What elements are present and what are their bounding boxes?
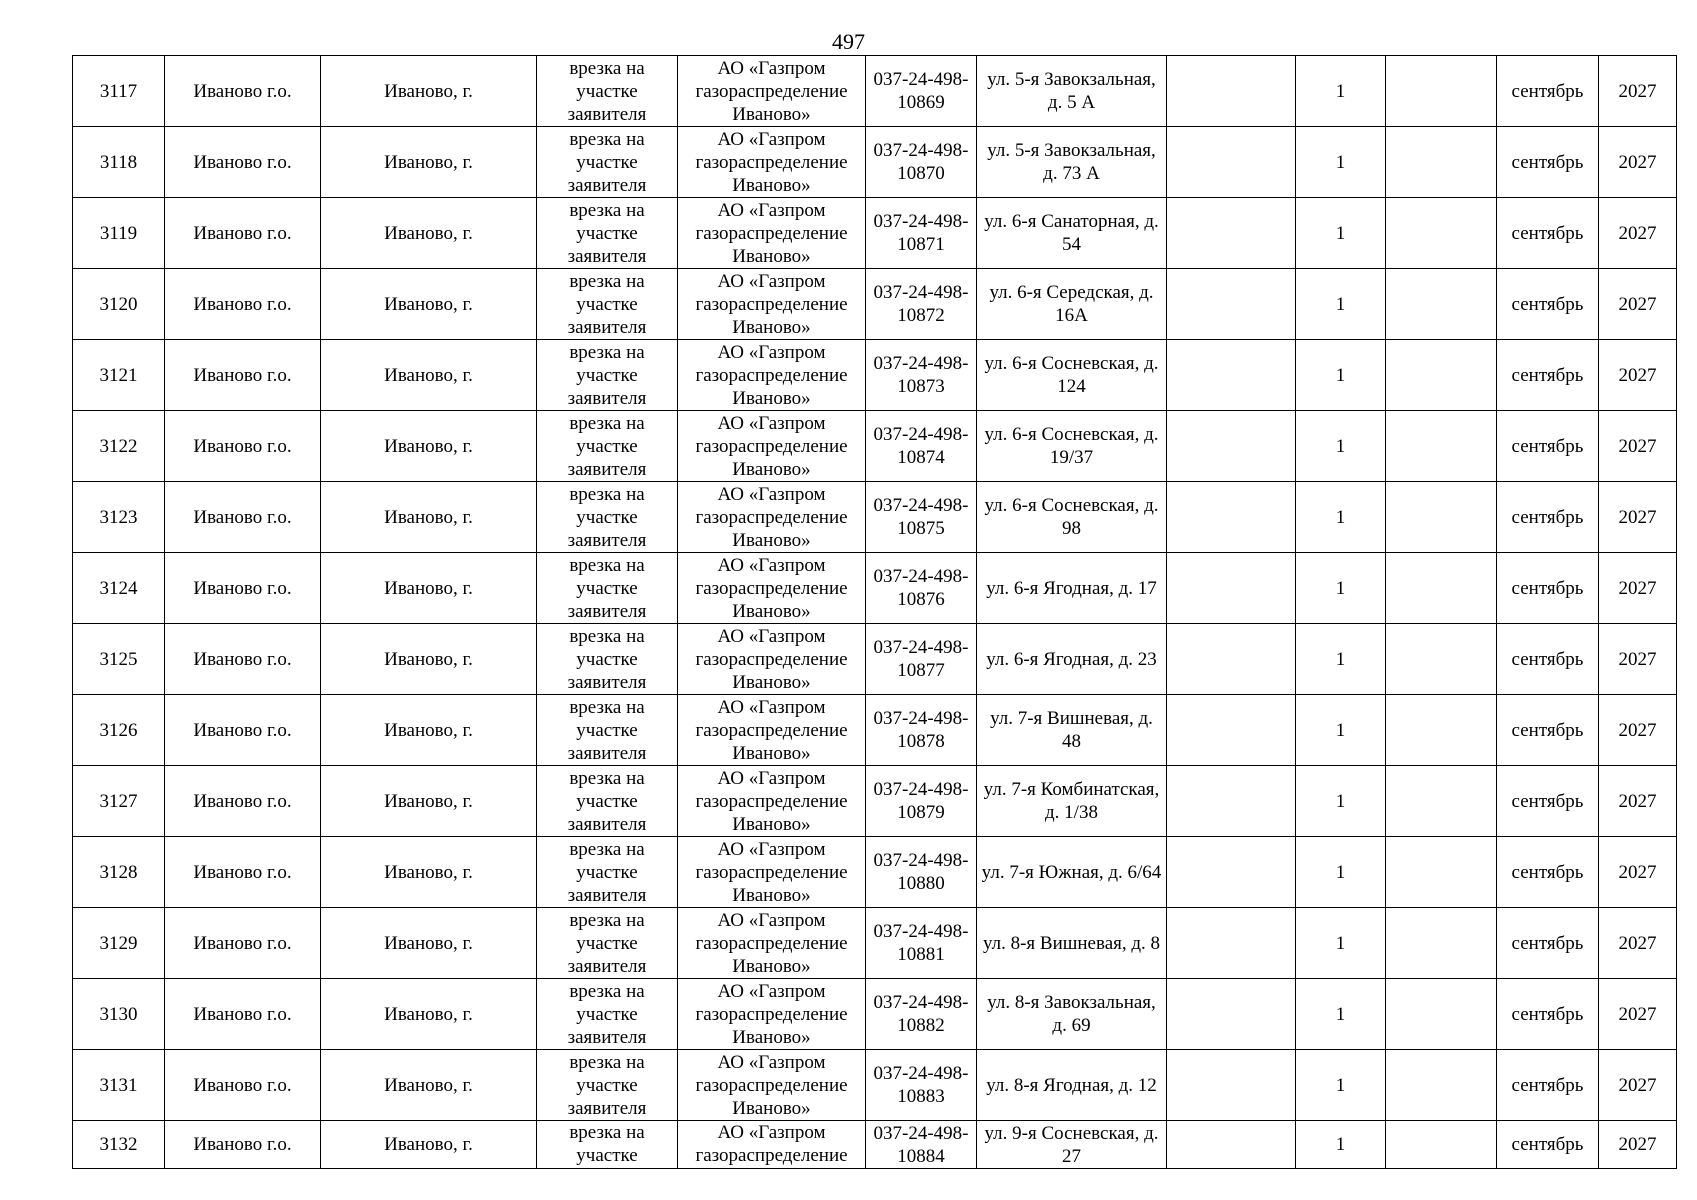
table-row (73, 837, 1677, 908)
empty-cell (1386, 1050, 1497, 1121)
row-number-cell: 3132 (73, 1121, 165, 1169)
year-cell: 2027 (1599, 482, 1677, 553)
district-cell: Иваново г.о. (165, 269, 321, 340)
empty-cell (1386, 908, 1497, 979)
address-cell: ул. 6-я Середская, д. 16А (977, 269, 1167, 340)
connection-method-cell: врезка на участке заявителя (537, 979, 678, 1050)
quantity-cell: 1 (1296, 1121, 1386, 1169)
connection-method-cell: врезка на участке (537, 1121, 678, 1169)
empty-cell (1167, 1121, 1296, 1169)
address-cell: ул. 7-я Вишневая, д. 48 (977, 695, 1167, 766)
district-cell: Иваново г.о. (165, 482, 321, 553)
empty-cell (1167, 979, 1296, 1050)
organization-cell: АО «Газпром газораспределение Иваново» (678, 411, 866, 482)
district-cell: Иваново г.о. (165, 695, 321, 766)
address-cell: ул. 6-я Ягодная, д. 17 (977, 553, 1167, 624)
empty-cell (1167, 837, 1296, 908)
month-cell: сентябрь (1497, 340, 1599, 411)
year-cell: 2027 (1599, 553, 1677, 624)
empty-cell (1167, 127, 1296, 198)
address-cell: ул. 6-я Сосневская, д. 98 (977, 482, 1167, 553)
locality-cell: Иваново, г. (321, 198, 537, 269)
connection-method-cell: врезка на участке заявителя (537, 837, 678, 908)
organization-cell: АО «Газпром газораспределение Иваново» (678, 56, 866, 127)
registration-code-cell: 037-24-498-10879 (866, 766, 977, 837)
empty-cell (1386, 198, 1497, 269)
row-number-cell: 3117 (73, 56, 165, 127)
year-cell: 2027 (1599, 1050, 1677, 1121)
locality-cell: Иваново, г. (321, 411, 537, 482)
quantity-cell: 1 (1296, 198, 1386, 269)
row-number-cell: 3120 (73, 269, 165, 340)
organization-cell: АО «Газпром газораспределение Иваново» (678, 624, 866, 695)
row-number-cell: 3119 (73, 198, 165, 269)
organization-cell: АО «Газпром газораспределение Иваново» (678, 695, 866, 766)
empty-cell (1386, 56, 1497, 127)
organization-cell: АО «Газпром газораспределение Иваново» (678, 198, 866, 269)
month-cell: сентябрь (1497, 766, 1599, 837)
quantity-cell: 1 (1296, 695, 1386, 766)
year-cell: 2027 (1599, 908, 1677, 979)
connection-method-cell: врезка на участке заявителя (537, 56, 678, 127)
registration-code-cell: 037-24-498-10876 (866, 553, 977, 624)
address-cell: ул. 6-я Санаторная, д. 54 (977, 198, 1167, 269)
connection-method-cell: врезка на участке заявителя (537, 908, 678, 979)
locality-cell: Иваново, г. (321, 56, 537, 127)
row-number-cell: 3129 (73, 908, 165, 979)
table-row (73, 56, 1677, 127)
locality-cell: Иваново, г. (321, 553, 537, 624)
connection-method-cell: врезка на участке заявителя (537, 340, 678, 411)
connection-method-cell: врезка на участке заявителя (537, 411, 678, 482)
table-row (73, 1121, 1677, 1169)
month-cell: сентябрь (1497, 198, 1599, 269)
district-cell: Иваново г.о. (165, 553, 321, 624)
month-cell: сентябрь (1497, 979, 1599, 1050)
district-cell: Иваново г.о. (165, 1121, 321, 1169)
row-number-cell: 3124 (73, 553, 165, 624)
connection-method-cell: врезка на участке заявителя (537, 482, 678, 553)
organization-cell: АО «Газпром газораспределение Иваново» (678, 908, 866, 979)
address-cell: ул. 5-я Завокзальная, д. 5 А (977, 56, 1167, 127)
year-cell: 2027 (1599, 979, 1677, 1050)
empty-cell (1167, 1050, 1296, 1121)
row-number-cell: 3118 (73, 127, 165, 198)
locality-cell: Иваново, г. (321, 482, 537, 553)
registration-code-cell: 037-24-498-10871 (866, 198, 977, 269)
registration-code-cell: 037-24-498-10882 (866, 979, 977, 1050)
locality-cell: Иваново, г. (321, 837, 537, 908)
organization-cell: АО «Газпром газораспределение Иваново» (678, 269, 866, 340)
month-cell: сентябрь (1497, 908, 1599, 979)
empty-cell (1167, 269, 1296, 340)
locality-cell: Иваново, г. (321, 624, 537, 695)
year-cell: 2027 (1599, 269, 1677, 340)
district-cell: Иваново г.о. (165, 908, 321, 979)
row-number-cell: 3130 (73, 979, 165, 1050)
address-cell: ул. 8-я Ягодная, д. 12 (977, 1050, 1167, 1121)
table-row (73, 127, 1677, 198)
locality-cell: Иваново, г. (321, 269, 537, 340)
row-number-cell: 3127 (73, 766, 165, 837)
organization-cell: АО «Газпром газораспределение Иваново» (678, 979, 866, 1050)
month-cell: сентябрь (1497, 269, 1599, 340)
organization-cell: АО «Газпром газораспределение (678, 1121, 866, 1169)
address-cell: ул. 5-я Завокзальная, д. 73 А (977, 127, 1167, 198)
quantity-cell: 1 (1296, 127, 1386, 198)
empty-cell (1386, 411, 1497, 482)
quantity-cell: 1 (1296, 553, 1386, 624)
locality-cell: Иваново, г. (321, 695, 537, 766)
empty-cell (1386, 340, 1497, 411)
organization-cell: АО «Газпром газораспределение Иваново» (678, 340, 866, 411)
connection-method-cell: врезка на участке заявителя (537, 553, 678, 624)
year-cell: 2027 (1599, 1121, 1677, 1169)
locality-cell: Иваново, г. (321, 908, 537, 979)
empty-cell (1167, 553, 1296, 624)
table-row (73, 979, 1677, 1050)
empty-cell (1167, 766, 1296, 837)
organization-cell: АО «Газпром газораспределение Иваново» (678, 482, 866, 553)
year-cell: 2027 (1599, 624, 1677, 695)
registration-code-cell: 037-24-498-10870 (866, 127, 977, 198)
year-cell: 2027 (1599, 56, 1677, 127)
row-number-cell: 3125 (73, 624, 165, 695)
registration-code-cell: 037-24-498-10883 (866, 1050, 977, 1121)
registry-table (72, 55, 1677, 1169)
quantity-cell: 1 (1296, 340, 1386, 411)
month-cell: сентябрь (1497, 1050, 1599, 1121)
organization-cell: АО «Газпром газораспределение Иваново» (678, 1050, 866, 1121)
registration-code-cell: 037-24-498-10874 (866, 411, 977, 482)
locality-cell: Иваново, г. (321, 1050, 537, 1121)
month-cell: сентябрь (1497, 56, 1599, 127)
organization-cell: АО «Газпром газораспределение Иваново» (678, 127, 866, 198)
organization-cell: АО «Газпром газораспределение Иваново» (678, 837, 866, 908)
address-cell: ул. 6-я Ягодная, д. 23 (977, 624, 1167, 695)
quantity-cell: 1 (1296, 1050, 1386, 1121)
row-number-cell: 3123 (73, 482, 165, 553)
connection-method-cell: врезка на участке заявителя (537, 695, 678, 766)
registration-code-cell: 037-24-498-10869 (866, 56, 977, 127)
connection-method-cell: врезка на участке заявителя (537, 624, 678, 695)
row-number-cell: 3121 (73, 340, 165, 411)
table-row (73, 553, 1677, 624)
row-number-cell: 3131 (73, 1050, 165, 1121)
month-cell: сентябрь (1497, 127, 1599, 198)
empty-cell (1386, 979, 1497, 1050)
address-cell: ул. 8-я Вишневая, д. 8 (977, 908, 1167, 979)
registration-code-cell: 037-24-498-10884 (866, 1121, 977, 1169)
district-cell: Иваново г.о. (165, 411, 321, 482)
empty-cell (1167, 482, 1296, 553)
row-number-cell: 3126 (73, 695, 165, 766)
district-cell: Иваново г.о. (165, 340, 321, 411)
registration-code-cell: 037-24-498-10881 (866, 908, 977, 979)
table-row (73, 624, 1677, 695)
empty-cell (1386, 624, 1497, 695)
locality-cell: Иваново, г. (321, 340, 537, 411)
district-cell: Иваново г.о. (165, 56, 321, 127)
connection-method-cell: врезка на участке заявителя (537, 269, 678, 340)
table-row (73, 411, 1677, 482)
year-cell: 2027 (1599, 837, 1677, 908)
quantity-cell: 1 (1296, 979, 1386, 1050)
empty-cell (1386, 269, 1497, 340)
month-cell: сентябрь (1497, 553, 1599, 624)
organization-cell: АО «Газпром газораспределение Иваново» (678, 553, 866, 624)
registration-code-cell: 037-24-498-10872 (866, 269, 977, 340)
row-number-cell: 3128 (73, 837, 165, 908)
empty-cell (1386, 766, 1497, 837)
table-row (73, 766, 1677, 837)
year-cell: 2027 (1599, 695, 1677, 766)
month-cell: сентябрь (1497, 411, 1599, 482)
quantity-cell: 1 (1296, 837, 1386, 908)
district-cell: Иваново г.о. (165, 1050, 321, 1121)
quantity-cell: 1 (1296, 411, 1386, 482)
district-cell: Иваново г.о. (165, 624, 321, 695)
quantity-cell: 1 (1296, 482, 1386, 553)
empty-cell (1386, 837, 1497, 908)
district-cell: Иваново г.о. (165, 979, 321, 1050)
empty-cell (1167, 340, 1296, 411)
year-cell: 2027 (1599, 411, 1677, 482)
connection-method-cell: врезка на участке заявителя (537, 127, 678, 198)
empty-cell (1167, 908, 1296, 979)
registration-code-cell: 037-24-498-10878 (866, 695, 977, 766)
empty-cell (1167, 56, 1296, 127)
month-cell: сентябрь (1497, 1121, 1599, 1169)
registration-code-cell: 037-24-498-10875 (866, 482, 977, 553)
year-cell: 2027 (1599, 340, 1677, 411)
table-row (73, 908, 1677, 979)
address-cell: ул. 9-я Сосневская, д. 27 (977, 1121, 1167, 1169)
address-cell: ул. 6-я Сосневская, д. 19/37 (977, 411, 1167, 482)
quantity-cell: 1 (1296, 624, 1386, 695)
district-cell: Иваново г.о. (165, 198, 321, 269)
address-cell: ул. 7-я Комбинатская, д. 1/38 (977, 766, 1167, 837)
address-cell: ул. 7-я Южная, д. 6/64 (977, 837, 1167, 908)
quantity-cell: 1 (1296, 766, 1386, 837)
year-cell: 2027 (1599, 127, 1677, 198)
month-cell: сентябрь (1497, 837, 1599, 908)
district-cell: Иваново г.о. (165, 766, 321, 837)
organization-cell: АО «Газпром газораспределение Иваново» (678, 766, 866, 837)
empty-cell (1386, 482, 1497, 553)
locality-cell: Иваново, г. (321, 766, 537, 837)
table-row (73, 695, 1677, 766)
connection-method-cell: врезка на участке заявителя (537, 1050, 678, 1121)
registration-code-cell: 037-24-498-10873 (866, 340, 977, 411)
table-body (73, 56, 1677, 1169)
table-row (73, 1050, 1677, 1121)
month-cell: сентябрь (1497, 482, 1599, 553)
empty-cell (1386, 1121, 1497, 1169)
year-cell: 2027 (1599, 198, 1677, 269)
address-cell: ул. 8-я Завокзальная, д. 69 (977, 979, 1167, 1050)
address-cell: ул. 6-я Сосневская, д. 124 (977, 340, 1167, 411)
table-row (73, 340, 1677, 411)
month-cell: сентябрь (1497, 695, 1599, 766)
row-number-cell: 3122 (73, 411, 165, 482)
year-cell: 2027 (1599, 766, 1677, 837)
page-number: 497 (832, 29, 865, 54)
registration-code-cell: 037-24-498-10877 (866, 624, 977, 695)
empty-cell (1167, 411, 1296, 482)
locality-cell: Иваново, г. (321, 1121, 537, 1169)
table-row (73, 269, 1677, 340)
connection-method-cell: врезка на участке заявителя (537, 198, 678, 269)
registration-code-cell: 037-24-498-10880 (866, 837, 977, 908)
empty-cell (1167, 695, 1296, 766)
empty-cell (1167, 624, 1296, 695)
empty-cell (1386, 695, 1497, 766)
table-row (73, 482, 1677, 553)
empty-cell (1167, 198, 1296, 269)
quantity-cell: 1 (1296, 56, 1386, 127)
district-cell: Иваново г.о. (165, 127, 321, 198)
locality-cell: Иваново, г. (321, 127, 537, 198)
empty-cell (1386, 553, 1497, 624)
quantity-cell: 1 (1296, 269, 1386, 340)
quantity-cell: 1 (1296, 908, 1386, 979)
table-row (73, 198, 1677, 269)
district-cell: Иваново г.о. (165, 837, 321, 908)
locality-cell: Иваново, г. (321, 979, 537, 1050)
month-cell: сентябрь (1497, 624, 1599, 695)
empty-cell (1386, 127, 1497, 198)
connection-method-cell: врезка на участке заявителя (537, 766, 678, 837)
